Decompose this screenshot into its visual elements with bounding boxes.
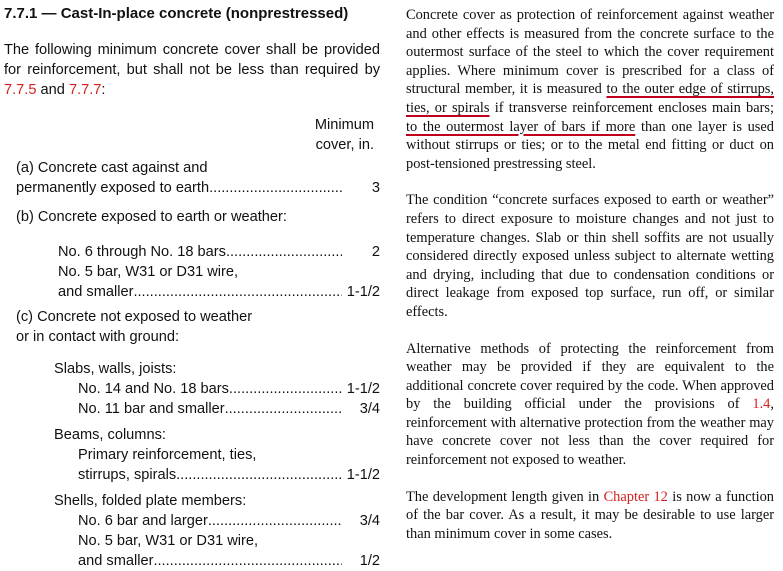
slabs1-value: 1-1/2 — [346, 381, 380, 397]
intro-paragraph — [4, 40, 380, 100]
ref-link-1-4[interactable]: 1.4 — [752, 396, 771, 413]
slabs1-label: No. 14 and No. 18 bars — [78, 381, 229, 397]
item-b-heading: (b) Concrete exposed to earth or weather: — [16, 209, 287, 225]
item-c-line1: (c) Concrete not exposed to weather — [16, 309, 253, 325]
item-b1-label: No. 6 through No. 18 bars — [58, 244, 226, 260]
leader-dots — [208, 511, 342, 531]
leader-dots — [176, 465, 342, 485]
commentary-paragraph-1 — [406, 6, 774, 173]
shells-group — [78, 511, 380, 571]
p4-text-b: is now a function of the bar cover. As a result, it may be desirable to use larger than minimum cover in some cases. — [406, 488, 774, 542]
commentary-paragraph-4 — [406, 488, 774, 544]
item-b2-row — [58, 282, 380, 302]
beams-label: stirrups, spirals — [78, 467, 177, 483]
commentary-column — [406, 6, 774, 543]
shells2-line1: No. 5 bar, W31 or D31 wire, — [78, 533, 259, 549]
p3-text-b: , reinforcement with alternative protection from the weather may have concrete cover not less than the cover required for reinforcement not exposed to weather. — [406, 396, 774, 469]
slabs1-row — [78, 379, 380, 399]
slabs2-row — [78, 399, 380, 419]
beams-group — [78, 445, 380, 485]
item-c-heading — [16, 307, 380, 347]
item-a — [16, 158, 380, 198]
item-a-value: 3 — [371, 180, 380, 196]
item-b1-value: 2 — [371, 244, 380, 260]
ref-link-chapter-12[interactable]: Chapter 12 — [603, 488, 668, 505]
shells1-row — [78, 511, 380, 531]
leader-dots — [209, 178, 342, 198]
slabs2-value: 3/4 — [359, 401, 380, 417]
item-c-line2: or in contact with ground: — [16, 329, 180, 345]
slabs2-label: No. 11 bar and smaller — [78, 401, 225, 417]
item-a-label: permanently exposed to earth — [16, 180, 210, 196]
item-b2-label: and smaller — [58, 284, 134, 300]
item-b-group — [58, 242, 380, 302]
section-heading: 7.7.1 — Cast-In-place concrete (nonprestressed) — [4, 5, 349, 22]
shells1-value: 3/4 — [359, 513, 380, 529]
shells2-value: 1/2 — [359, 553, 380, 569]
intro-text: The following minimum concrete cover shall be provided for reinforcement, but shall not be less than required by — [4, 42, 380, 78]
ref-link-7-7-5[interactable]: 7.7.5 — [4, 82, 37, 98]
p1-text-b: if transverse reinforcement encloses main bars; — [489, 99, 774, 116]
code-section — [4, 4, 380, 571]
p4-text-a: The development length given in — [406, 488, 604, 505]
cover-column-header — [4, 115, 380, 155]
commentary-paragraph-3 — [406, 340, 774, 470]
leader-dots — [229, 379, 342, 399]
item-b2-value: 1-1/2 — [346, 284, 380, 300]
col-header-line2: cover, in. — [315, 137, 374, 153]
beams-line1: Primary reinforcement, ties, — [78, 447, 257, 463]
underlined-outermost-layer: to the outermost layer of bars if more — [406, 118, 636, 135]
beams-heading: Beams, columns: — [54, 427, 166, 443]
p1-text-c: than one layer is used without stirrups or ties; or to the metal end fitting or duct on post-tensioned prestressing steel. — [406, 118, 774, 172]
intro-end: : — [101, 82, 106, 98]
intro-and: and — [36, 82, 69, 98]
leader-dots — [226, 242, 342, 262]
leader-dots — [153, 551, 342, 571]
commentary-paragraph-2: The condition “concrete surfaces exposed to earth or weather” refers to direct exposure to moisture changes and not just to temperature changes. Slab or thin shell soffits are not usually considered directly exposed unless subject to alternate wetting and drying, including that due to condensation conditions or direct leakage from exposed top surface, run off, or similar effects. — [406, 192, 774, 320]
item-a-row — [16, 178, 380, 198]
shells2-row — [78, 551, 380, 571]
slabs-heading: Slabs, walls, joists: — [54, 361, 177, 377]
shells1-label: No. 6 bar and larger — [78, 513, 208, 529]
item-b2-line1: No. 5 bar, W31 or D31 wire, — [58, 264, 239, 280]
p1-text-a: Concrete cover as protection of reinforcement against weather and other effects is measured from the concrete surface to the outermost surface of the steel to which the cover requirement applies. Where minimum cover is prescribed for a class of structural member, it is measured — [406, 7, 774, 98]
leader-dots — [225, 399, 342, 419]
item-a-line1: (a) Concrete cast against and — [16, 160, 208, 176]
ref-link-7-7-7[interactable]: 7.7.7 — [68, 82, 102, 98]
shells2-label: and smaller — [78, 553, 154, 569]
leader-dots — [133, 282, 342, 302]
beams-row — [78, 465, 380, 485]
item-b1-row — [58, 242, 380, 262]
p3-text-a: Alternative methods of protecting the reinforcement from weather may be provided if they are equivalent to the additional concrete cover required by the code. When approved by the building official under the provisions of — [406, 340, 774, 413]
slabs-group — [78, 379, 380, 419]
col-header-line1: Minimum — [314, 117, 374, 133]
underlined-outer-edge: to the outer edge of stirrups, ties, or spirals — [406, 81, 774, 116]
beams-value: 1-1/2 — [346, 467, 380, 483]
shells-heading: Shells, folded plate members: — [54, 493, 247, 509]
